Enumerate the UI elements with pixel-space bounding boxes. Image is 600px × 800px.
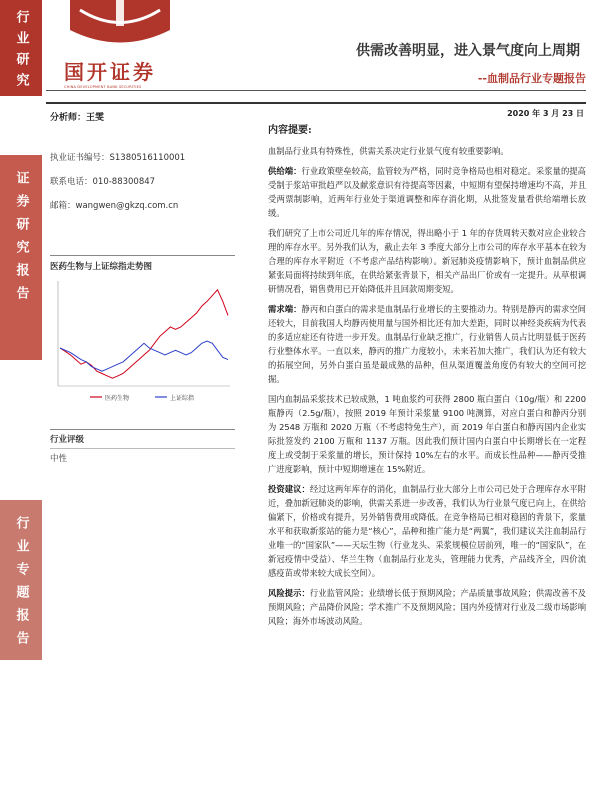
sidebar-bottom-label: 行业专题报告: [13, 516, 29, 654]
inventory-paragraph: 我们研究了上市公司近几年的库存情况，得出略小于 1 年的存货周转天数对应企业较合理的库存水平。另外我们认为，截止去年 3 季度大部分上市公司的库存水平基本在较为合理的库存水平附近（不考虑产品结构影响）。新冠肺炎疫情影响下，预计血制品供应紧张局面将持续到年底，在供给紧张背景下，相关产品出厂价或有一定提升。从草根调研情况看，销售费用已开始降低并且回款周期变短。: [268, 228, 586, 294]
trend-chart: [50, 276, 235, 406]
contact-email: 邮箱：wangwen@gkzq.com.cn: [50, 201, 179, 211]
demand-paragraph: 需求端：静丙和白蛋白的需求是血制品行业增长的主要推动力。特别是静丙的需求空间还较大，目前我国人均静丙使用量与国外相比还有加大差距，同时以神经炎疾病为代表的多适应症还有待进一步开发。血制品行业缺乏推广，行业销售人员占比明显低于医药行业整体水平。一直以来，静丙的推广力度较小，未来若加大推广，我们认为还有较大的拓展空间，另外白蛋白虽是最成熟的品种，但从渠道覆盖角度仍有较大的空间可挖掘。: [268, 304, 586, 384]
supply-paragraph: 供给端：行业政策壁垒较高，监管较为严格，同时竞争格局也相对稳定。采浆量的提高受制于浆站审批趋严以及献浆意识有待提高等因素，中短期有望保持增速均不高，并且受两票制影响，近两年行业处于渠道调整和库存消化期，从批签发量看供给端增长放缓。: [268, 166, 586, 218]
investment-paragraph: 投资建议：经过这两年库存的消化，血制品行业大部分上市公司已处于合理库存水平附近，叠加新冠肺炎的影响，供需关系进一步改善，我们认为行业景气度已向上，在供给偏紧下，价格或有提升，另外销售费用或降低。在竞争格局已相对稳固的背景下，浆量水平和获取新浆站的能力是“核心”，品种和推广能力是“两翼”，我们建议关注血制品行业唯一的“国家队”——天坛生物（行业龙头、采浆规模位居前列，唯一的“国家队”，在新冠疫情中受益）、华兰生物（血制品行业龙头，管理能力优秀，产品线齐全，四价流感疫苗或带来较大成长空间）。: [268, 484, 586, 578]
left-column: [50, 104, 235, 464]
logo-name-en: CHINA DEVELOPMENT BANK SECURITIES: [64, 85, 142, 89]
license-number: 执业证书编号：S1380516110001: [50, 153, 186, 163]
analyst-name: 分析师：王雯: [50, 113, 105, 123]
rating-title: 行业评级: [50, 429, 235, 449]
legend-label-pharma: 医药生物: [105, 395, 130, 402]
summary-heading: 内容提要:: [268, 125, 312, 136]
sidebar-middle-label: 证券研究报告: [13, 171, 29, 309]
rating-value: 中性: [50, 454, 68, 464]
logo-emblem-icon: [70, 0, 170, 50]
company-logo: [64, 0, 174, 89]
chart-title: 医药生物与上证综指走势图: [50, 255, 235, 272]
series-line-1: [60, 341, 228, 371]
report-subtitle: --血制品行业专题报告: [477, 72, 586, 85]
chart-legend: [90, 394, 194, 402]
summary-paragraph: 血制品行业具有特殊性，供需关系决定行业景气度有较重要影响。: [268, 146, 509, 156]
sidebar-top-block: [0, 0, 42, 96]
report-date: 2020 年 3 月 23 日: [507, 109, 584, 118]
logo-name-cn: 国开证券: [64, 60, 156, 84]
header-divider: [46, 90, 586, 91]
legend-label-index: 上证综指: [170, 395, 195, 402]
report-title: 供需改善明显，进入景气度向上周期: [356, 43, 580, 59]
series-line-0: [60, 290, 228, 378]
risk-paragraph: 风险提示：行业监管风险；业绩增长低于预期风险；产品质量事故风险；供需改善不及预期风险；产品降价风险；学术推广不及预期风险；国内外疫情对行业及二级市场影响风险；海外市场波动风险。: [268, 588, 586, 626]
contact-phone: 联系电话：010-88300847: [50, 177, 156, 187]
capacity-paragraph: 国内血制品采浆技术已较成熟，1 吨血浆约可获得 2800 瓶白蛋白（10g/瓶）和 2200 瓶静丙（2.5g/瓶），按照 2019 年预计采浆量 9100 吨测算，对应白蛋白和静丙分别为 2548 万瓶和 2020 万瓶（不考虑特免生产），而 2019 年白蛋白和静丙国内企业实际批签发约 2100 万瓶和 1137 万瓶。因此我们预计国内白蛋白中长期增长在一定程度上或受制于采浆量的增长，预计保持 10%左右的水平。而成长性品种——静丙受推广进度影响，预计中短期增速在 15%附近。: [268, 394, 586, 474]
sidebar-middle-block: [0, 155, 42, 360]
sidebar-top-label: 行业研究: [13, 10, 29, 94]
sidebar-bottom-block: [0, 500, 42, 660]
summary-section: [268, 124, 586, 634]
